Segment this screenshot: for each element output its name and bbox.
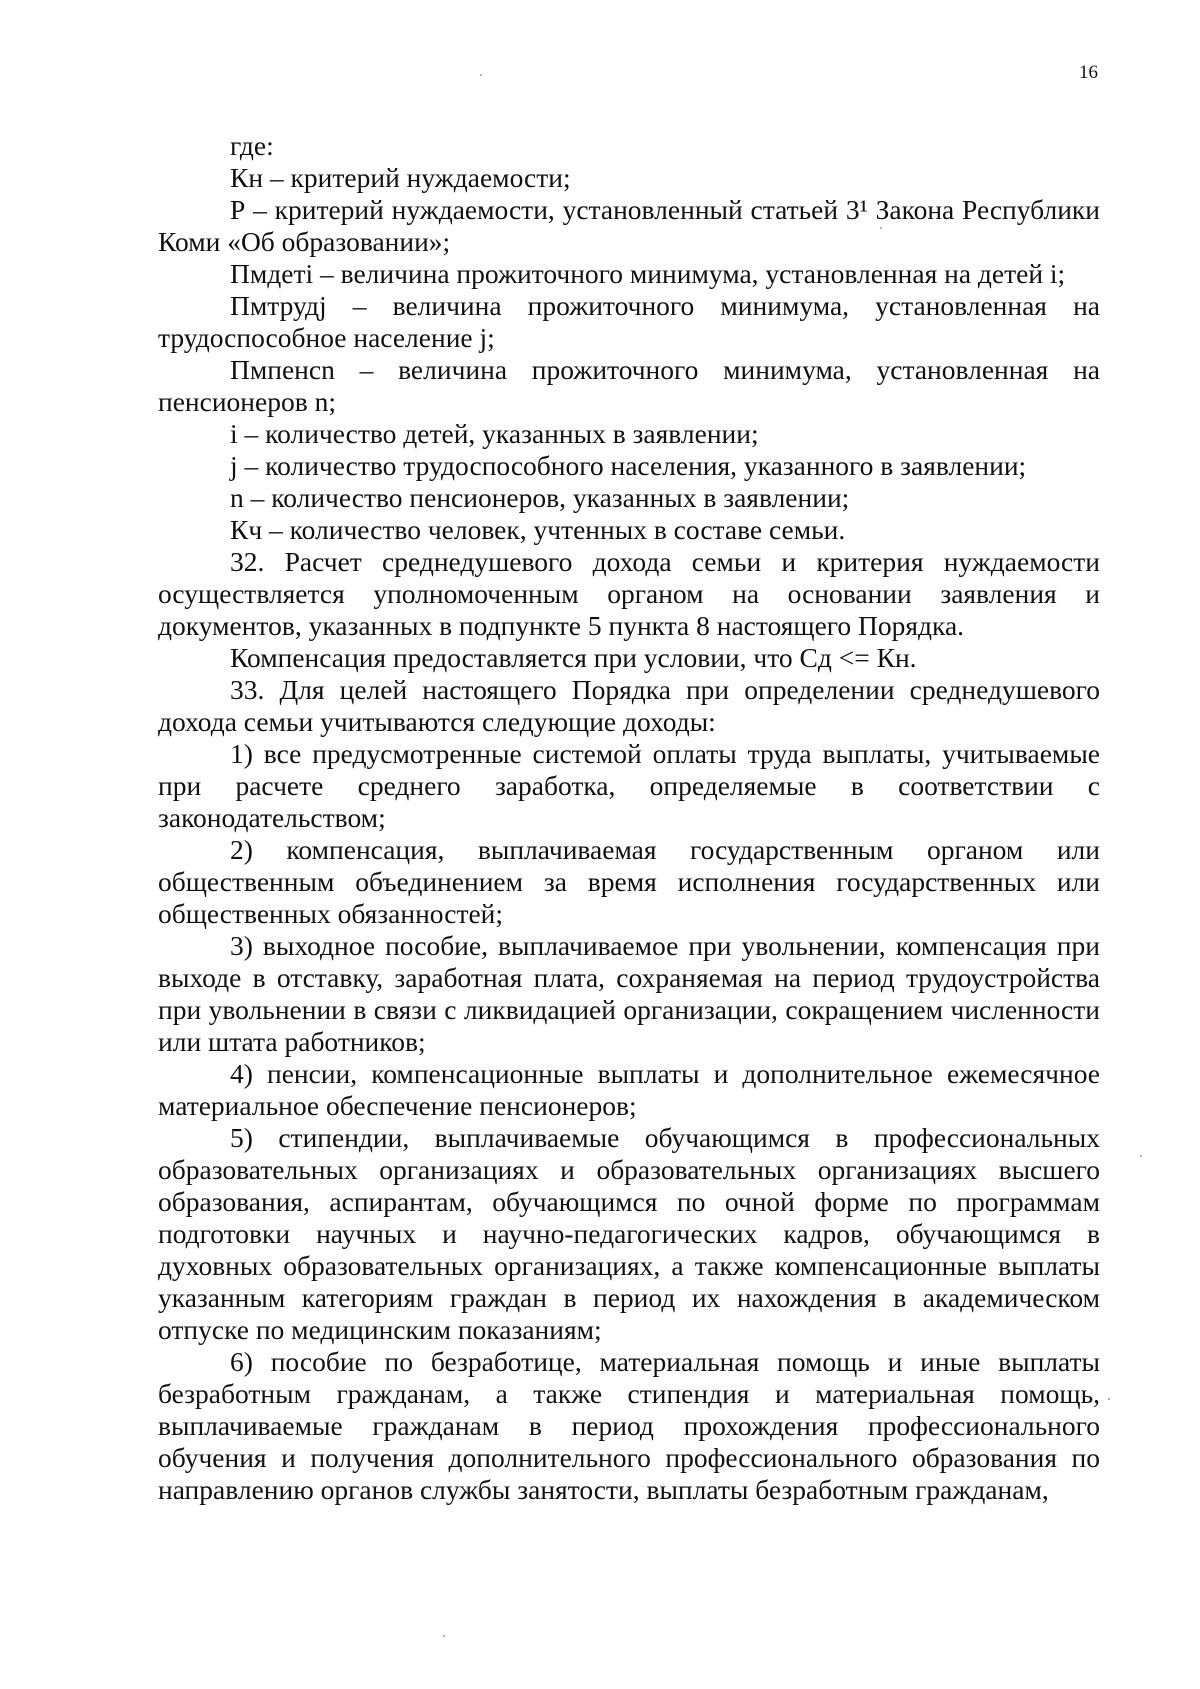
document-body [158, 130, 1100, 1506]
page-number: 16 [1079, 62, 1098, 83]
definition-i: i – количество детей, указанных в заявлении; [230, 418, 759, 449]
scan-speck [480, 74, 482, 76]
scan-speck [1108, 1398, 1110, 1400]
definition-pm-children: Пмдетi – величина прожиточного минимума, установленная на детей i; [230, 258, 1066, 289]
scan-speck [880, 227, 882, 229]
income-item-3: 3) выходное пособие, выплачиваемое при увольнении, компенсация при выходе в отставку, заработная плата, сохраняемая на период трудоустройства при увольнении в связи с ликвидацией организации, сокращением численности или штата работников; [158, 930, 1100, 1057]
income-item-2: 2) компенсация, выплачиваемая государственным органом или общественным объединением за время исполнения государственных или общественных обязанностей; [158, 834, 1100, 929]
clause-33: 33. Для целей настоящего Порядка при определении среднедушевого дохода семьи учитываются следующие доходы: [158, 674, 1100, 737]
scan-speck [443, 1635, 445, 1637]
definition-kch: Кч – количество человек, учтенных в составе семьи. [230, 514, 846, 545]
scan-speck [1140, 1155, 1142, 1157]
income-item-4: 4) пенсии, компенсационные выплаты и дополнительное ежемесячное материальное обеспечение пенсионеров; [158, 1058, 1100, 1121]
definition-j: j – количество трудоспособного населения, указанного в заявлении; [230, 450, 1027, 481]
definition-r: Р – критерий нуждаемости, установленный статьей 3¹ Закона Республики Коми «Об образовании»; [158, 194, 1100, 257]
compensation-condition: Компенсация предоставляется при условии, что Сд <= Кн. [230, 642, 917, 673]
definition-n: n – количество пенсионеров, указанных в заявлении; [230, 482, 850, 513]
clause-32: 32. Расчет среднедушевого дохода семьи и критерия нуждаемости осуществляется уполномоченным органом на основании заявления и документов, указанных в подпункте 5 пункта 8 настоящего Порядка. [158, 546, 1100, 641]
definition-kn: Кн – критерий нуждаемости; [230, 162, 571, 193]
income-item-6: 6) пособие по безработице, материальная помощь и иные выплаты безработным гражданам, а также стипендия и материальная помощь, выплачиваемые гражданам в период прохождения профессионального обучения и получения дополнительного профессионального образования по направлению органов службы занятости, выплаты безработным гражданам, [158, 1346, 1100, 1505]
paragraph-where: где: [230, 130, 274, 161]
income-item-1: 1) все предусмотренные системой оплаты труда выплаты, учитываемые при расчете среднего заработка, определяемые в соответствии с законодательством; [158, 738, 1100, 833]
definition-pm-pensioners: Пмпенсn – величина прожиточного минимума, установленная на пенсионеров n; [158, 354, 1100, 417]
definition-pm-working: Пмтрудj – величина прожиточного минимума, установленная на трудоспособное население j; [158, 290, 1100, 353]
income-item-5: 5) стипендии, выплачиваемые обучающимся в профессиональных образовательных организациях и образовательных организациях высшего образования, аспирантам, обучающимся по очной форме по программам подготовки научных и научно-педагогических кадров, обучающимся в духовных образовательных организациях, а также компенсационные выплаты указанным категориям граждан в период их нахождения в академическом отпуске по медицинским показаниям; [158, 1122, 1100, 1345]
